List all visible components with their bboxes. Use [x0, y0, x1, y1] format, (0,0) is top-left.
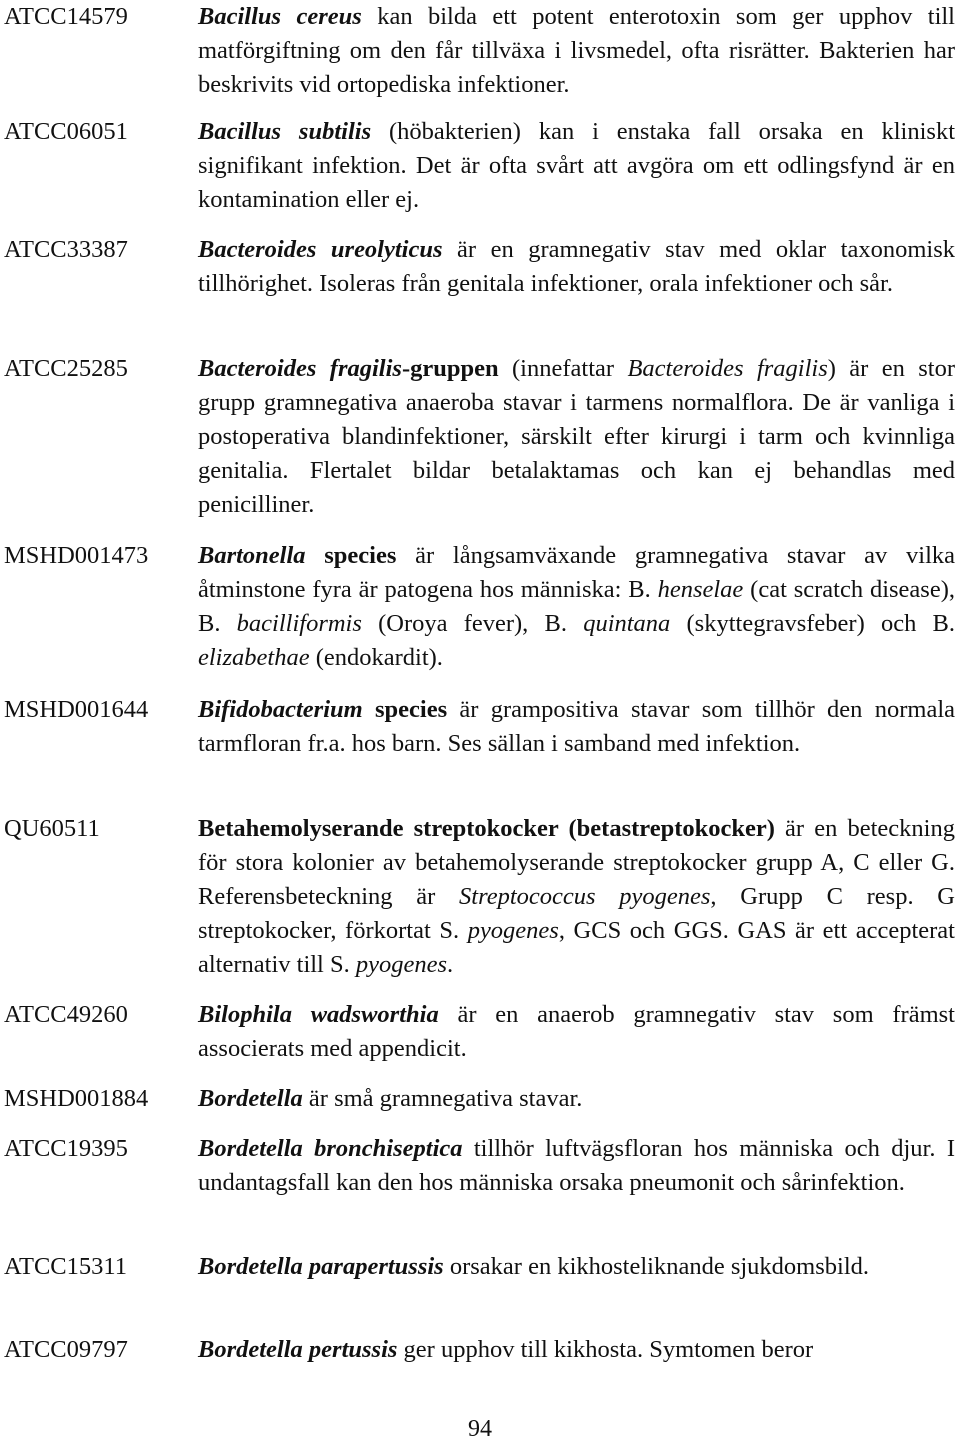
- italic-term: pyogenes: [355, 951, 448, 978]
- entry-description: [198, 1082, 955, 1116]
- strain-code: ATCC09797: [4, 1336, 128, 1363]
- italic-term: henselae: [657, 576, 744, 603]
- strain-code: ATCC33387: [4, 236, 128, 263]
- strain-code: MSHD001644: [4, 696, 149, 723]
- description-text: är en beteckning för stora kolonier av betahemolyserande streptokocker grupp A, C eller G. Referensbeteckning är: [198, 815, 955, 910]
- organism-name: Bacillus cereus: [198, 3, 362, 30]
- italic-term: pyogenes: [467, 917, 559, 944]
- entry-description: [198, 233, 955, 301]
- description-text: ) är en stor grupp gramnegativa anaeroba stavar i tarmens normalflora. De är vanliga i postoperativa blandinfektioner, särskilt efter kirurgi i tarm och kvinnliga genitalia. Flertalet bildar betalaktamas och kan ej behandlas med penicilliner.: [198, 355, 955, 518]
- description-text: är en gramnegativ stav med oklar taxonomisk tillhörighet. Isoleras från genitala infektioner, orala infektioner och sår.: [198, 236, 955, 297]
- entry-description: [198, 0, 955, 102]
- organism-name: Bilophila wadsworthia: [198, 1001, 439, 1028]
- organism-name: Bacteroides ureolyticus: [198, 236, 443, 263]
- italic-term: Streptococcus pyogenes: [459, 883, 711, 910]
- description-text: , GCS och GGS. GAS är ett accepterat alternativ till S.: [198, 917, 955, 978]
- description-text: är en anaerob gramnegativ stav som främst associerats med appendicit.: [198, 1001, 955, 1062]
- description-text: (skyttegravsfeber) och B.: [670, 610, 955, 637]
- bold-term: species: [362, 696, 448, 723]
- italic-term: bacilliformis: [236, 610, 362, 637]
- page-number: 94: [468, 1416, 492, 1442]
- entry-description: [198, 998, 955, 1066]
- organism-name: Bacteroides fragilis: [198, 355, 402, 382]
- organism-name: Bifidobacterium: [198, 696, 363, 723]
- strain-code: MSHD001473: [4, 542, 149, 569]
- description-text: (endokardit).: [309, 644, 443, 671]
- description-text: kan bilda ett potent enterotoxin som ger upphov till matförgiftning om den får tillväxa i livsmedel, ofta risrätter. Bakterien har beskrivits vid ortopediska infektioner.: [198, 3, 955, 98]
- entry-description: [198, 693, 955, 761]
- description-text: är små gramnegativa stavar.: [302, 1085, 583, 1112]
- strain-code: ATCC15311: [4, 1253, 127, 1280]
- entry-description: [198, 539, 955, 675]
- bold-term: -gruppen: [401, 355, 499, 382]
- entry-description: [198, 1250, 955, 1284]
- organism-name: Bordetella bronchiseptica: [198, 1135, 463, 1162]
- strain-code: ATCC25285: [4, 355, 128, 382]
- description-text: (cat scratch disease), B.: [198, 576, 955, 637]
- strain-code: ATCC19395: [4, 1135, 128, 1162]
- description-text: är grampositiva stavar som tillhör den normala tarmfloran fr.a. hos barn. Ses sällan i samband med infektion.: [198, 696, 955, 757]
- italic-term: quintana: [583, 610, 671, 637]
- description-text: är långsamväxande gramnegativa stavar av vilka åtminstone fyra är patogena hos människa: B.: [198, 542, 955, 603]
- entry-description: [198, 812, 955, 982]
- italic-term: elizabethae: [198, 644, 310, 671]
- entry-description: [198, 1132, 955, 1200]
- strain-code: QU60511: [4, 815, 100, 842]
- entry-description: [198, 1333, 955, 1367]
- description-text: (Oroya fever), B.: [361, 610, 584, 637]
- description-text: .: [447, 951, 454, 978]
- organism-name: Bartonella: [198, 542, 306, 569]
- description-text: ger upphov till kikhosta. Symtomen beror: [397, 1336, 814, 1363]
- description-text: tillhör luftvägsfloran hos människa och djur. I undantagsfall kan den hos människa orsaka pneumonit och sårinfektion.: [198, 1135, 955, 1196]
- description-text: (innefattar: [498, 355, 628, 382]
- strain-code: ATCC14579: [4, 3, 128, 30]
- description-text: , Grupp C resp. G streptokocker, förkortat S.: [198, 883, 955, 944]
- organism-name: Bacillus subtilis: [198, 118, 372, 145]
- entry-description: [198, 115, 955, 217]
- organism-name: Bordetella: [198, 1085, 303, 1112]
- description-text: (höbakterien) kan i enstaka fall orsaka en kliniskt signifikant infektion. Det är ofta svårt att avgöra om ett odlingsfynd är en kontamination eller ej.: [198, 118, 955, 213]
- organism-name: Bordetella parapertussis: [198, 1253, 444, 1280]
- italic-term: Bacteroides fragilis: [627, 355, 828, 382]
- strain-code: ATCC49260: [4, 1001, 128, 1028]
- bold-term: Betahemolyserande streptokocker (betastreptokocker): [198, 815, 775, 842]
- description-text: orsakar en kikhosteliknande sjukdomsbild.: [443, 1253, 869, 1280]
- bold-term: species: [305, 542, 397, 569]
- organism-name: Bordetella pertussis: [198, 1336, 398, 1363]
- strain-code: MSHD001884: [4, 1085, 149, 1112]
- entry-description: [198, 352, 955, 522]
- strain-code: ATCC06051: [4, 118, 128, 145]
